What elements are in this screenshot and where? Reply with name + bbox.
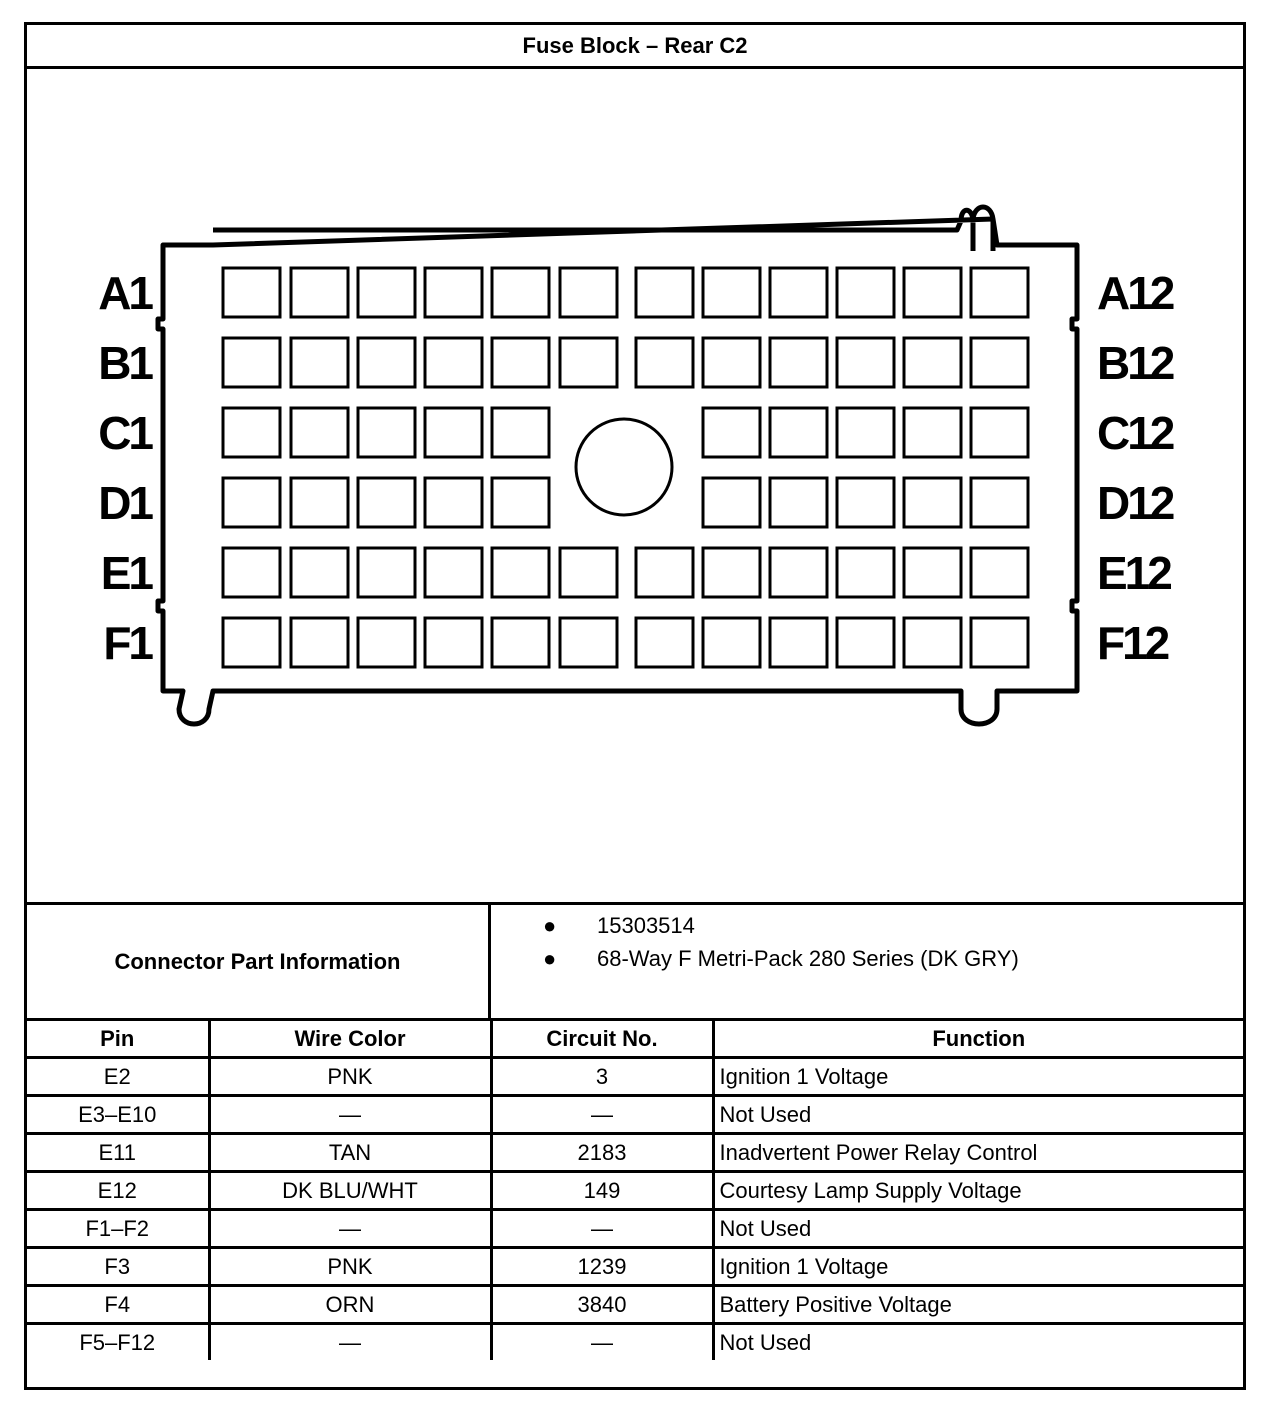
table-header-row	[27, 1021, 1243, 1058]
center-bolt-hole	[576, 419, 672, 515]
bullet-icon: ●	[543, 946, 557, 971]
pin-cavity-B7	[636, 338, 693, 387]
cell-pin: E12	[27, 1172, 209, 1210]
pin-cavity-D9	[770, 478, 827, 527]
pin-cavity-C11	[904, 408, 961, 457]
pin-cavity-D8	[703, 478, 760, 527]
pin-cavity-B5	[492, 338, 549, 387]
cell-wire: PNK	[209, 1058, 491, 1096]
pin-cavity-A2	[291, 268, 348, 317]
part-number: 15303514	[597, 913, 695, 938]
connector-description: 68-Way F Metri-Pack 280 Series (DK GRY)	[597, 946, 1019, 971]
pin-cavity-C5	[492, 408, 549, 457]
cell-function: Courtesy Lamp Supply Voltage	[713, 1172, 1243, 1210]
table-row	[27, 1248, 1243, 1286]
table-row	[27, 1096, 1243, 1134]
page-title: Fuse Block – Rear C2	[27, 25, 1243, 69]
row-label-right: F12	[1097, 617, 1168, 669]
pin-cavity-A11	[904, 268, 961, 317]
document-frame	[24, 22, 1246, 1390]
cell-pin: F5–F12	[27, 1324, 209, 1361]
cell-circuit: 3840	[491, 1286, 713, 1324]
pin-cavity-C4	[425, 408, 482, 457]
cell-pin: E2	[27, 1058, 209, 1096]
pin-cavity-D1	[223, 478, 280, 527]
pin-cavity-E11	[904, 548, 961, 597]
pin-cavity-F5	[492, 618, 549, 667]
pin-cavity-A9	[770, 268, 827, 317]
row-label-right: C12	[1097, 407, 1173, 459]
pin-cavity-D2	[291, 478, 348, 527]
cell-circuit: —	[491, 1324, 713, 1361]
cell-circuit: 149	[491, 1172, 713, 1210]
pin-cavity-F8	[703, 618, 760, 667]
connector-diagram	[27, 69, 1243, 902]
pin-cavity-A8	[703, 268, 760, 317]
cell-function: Not Used	[713, 1210, 1243, 1248]
pin-cavity-C8	[703, 408, 760, 457]
pin-cavity-A3	[358, 268, 415, 317]
cell-wire: —	[209, 1324, 491, 1361]
connector-part-information	[27, 902, 1243, 1021]
header-pin: Pin	[27, 1021, 209, 1058]
cell-function: Not Used	[713, 1324, 1243, 1361]
pin-cavity-B2	[291, 338, 348, 387]
row-label-left: E1	[100, 547, 151, 599]
part-info-label: Connector Part Information	[27, 905, 491, 1018]
cell-wire: ORN	[209, 1286, 491, 1324]
pin-assignment-table	[27, 1021, 1243, 1360]
pin-cavity-A6	[560, 268, 617, 317]
pin-cavity-C12	[971, 408, 1028, 457]
cell-circuit: —	[491, 1210, 713, 1248]
cell-function: Ignition 1 Voltage	[713, 1248, 1243, 1286]
pin-cavity-E3	[358, 548, 415, 597]
pin-cavity-C2	[291, 408, 348, 457]
pin-cavity-D10	[837, 478, 894, 527]
pin-cavity-C9	[770, 408, 827, 457]
cell-wire: TAN	[209, 1134, 491, 1172]
header-function: Function	[713, 1021, 1243, 1058]
pin-cavity-E10	[837, 548, 894, 597]
pin-cavity-F6	[560, 618, 617, 667]
row-label-left: D1	[98, 477, 151, 529]
pin-cavity-D12	[971, 478, 1028, 527]
pin-cavity-B4	[425, 338, 482, 387]
row-label-left: F1	[103, 617, 151, 669]
pin-cavity-E1	[223, 548, 280, 597]
cell-pin: F1–F2	[27, 1210, 209, 1248]
header-circuit-no: Circuit No.	[491, 1021, 713, 1058]
pin-cavity-B1	[223, 338, 280, 387]
connector-face-drawing	[27, 69, 1243, 902]
row-label-left: C1	[98, 407, 151, 459]
pin-cavity-E2	[291, 548, 348, 597]
pin-cavity-F12	[971, 618, 1028, 667]
pin-cavity-E6	[560, 548, 617, 597]
pin-cavity-B11	[904, 338, 961, 387]
pin-cavity-E9	[770, 548, 827, 597]
pin-cavity-E8	[703, 548, 760, 597]
cell-circuit: 2183	[491, 1134, 713, 1172]
pin-cavity-A5	[492, 268, 549, 317]
pin-cavity-F11	[904, 618, 961, 667]
pin-cavity-A10	[837, 268, 894, 317]
pin-cavity-C10	[837, 408, 894, 457]
pin-cavity-B8	[703, 338, 760, 387]
cell-wire: —	[209, 1096, 491, 1134]
pin-cavity-E7	[636, 548, 693, 597]
pin-cavity-D11	[904, 478, 961, 527]
cell-wire: PNK	[209, 1248, 491, 1286]
cell-pin: F3	[27, 1248, 209, 1286]
pin-cavity-grid	[223, 268, 1028, 667]
cell-circuit: 3	[491, 1058, 713, 1096]
pin-cavity-F7	[636, 618, 693, 667]
pin-cavity-F4	[425, 618, 482, 667]
right-row-labels	[1097, 267, 1174, 669]
pin-cavity-E4	[425, 548, 482, 597]
cell-function: Inadvertent Power Relay Control	[713, 1134, 1243, 1172]
row-label-right: A12	[1097, 267, 1173, 319]
row-label-right: B12	[1097, 337, 1173, 389]
pin-cavity-B9	[770, 338, 827, 387]
table-row	[27, 1324, 1243, 1361]
cell-pin: E3–E10	[27, 1096, 209, 1134]
pin-cavity-D3	[358, 478, 415, 527]
bullet-icon: ●	[543, 913, 557, 938]
table-row	[27, 1058, 1243, 1096]
pin-cavity-A12	[971, 268, 1028, 317]
table-row	[27, 1172, 1243, 1210]
table-row	[27, 1134, 1243, 1172]
row-label-right: E12	[1097, 547, 1170, 599]
pin-cavity-A4	[425, 268, 482, 317]
table-row	[27, 1286, 1243, 1324]
pin-cavity-A7	[636, 268, 693, 317]
pin-cavity-E5	[492, 548, 549, 597]
cell-pin: E11	[27, 1134, 209, 1172]
cell-circuit: 1239	[491, 1248, 713, 1286]
pin-cavity-C3	[358, 408, 415, 457]
pin-cavity-F1	[223, 618, 280, 667]
part-info-list	[491, 905, 1243, 1018]
cell-circuit: —	[491, 1096, 713, 1134]
header-wire-color: Wire Color	[209, 1021, 491, 1058]
cell-wire: DK BLU/WHT	[209, 1172, 491, 1210]
row-label-right: D12	[1097, 477, 1173, 529]
pin-cavity-F2	[291, 618, 348, 667]
pin-cavity-B3	[358, 338, 415, 387]
pin-cavity-C1	[223, 408, 280, 457]
pin-cavity-A1	[223, 268, 280, 317]
pin-cavity-B10	[837, 338, 894, 387]
pin-cavity-D5	[492, 478, 549, 527]
table-row	[27, 1210, 1243, 1248]
pin-cavity-D4	[425, 478, 482, 527]
cell-function: Ignition 1 Voltage	[713, 1058, 1243, 1096]
row-label-left: B1	[98, 337, 151, 389]
cell-function: Battery Positive Voltage	[713, 1286, 1243, 1324]
pin-cavity-F9	[770, 618, 827, 667]
pin-cavity-B12	[971, 338, 1028, 387]
pin-cavity-F3	[358, 618, 415, 667]
pin-cavity-F10	[837, 618, 894, 667]
pin-cavity-E12	[971, 548, 1028, 597]
cell-wire: —	[209, 1210, 491, 1248]
row-label-left: A1	[98, 267, 151, 319]
left-row-labels	[98, 267, 153, 669]
pin-cavity-B6	[560, 338, 617, 387]
cell-pin: F4	[27, 1286, 209, 1324]
cell-function: Not Used	[713, 1096, 1243, 1134]
